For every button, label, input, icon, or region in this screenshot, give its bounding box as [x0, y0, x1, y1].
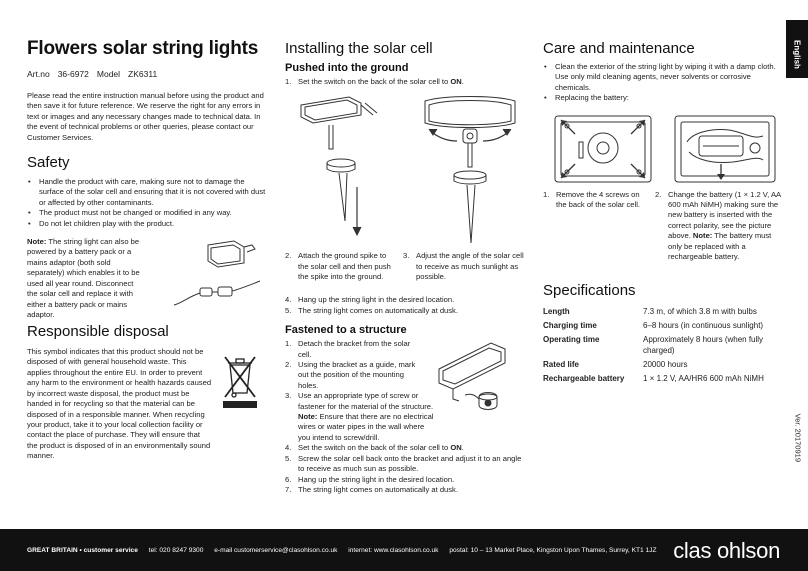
safety-list: [27, 177, 267, 229]
intro-text: Please read the entire instruction manual before using the product and then save it for future reference. We reserve the right for any errors in text or images and any necessary changes made to technical data. In the event of technical problems or other queries, please contact our Customer Services.: [27, 91, 264, 142]
footer-contact: [27, 547, 666, 554]
footer-country: GREAT BRITAIN • customer service: [27, 547, 138, 554]
footer-email: e-mail customerservice@clasohlson.co.uk: [214, 547, 338, 554]
footer-internet: internet: www.clasohlson.co.uk: [348, 547, 439, 554]
column-middle: [285, 32, 525, 495]
language-tab: [786, 20, 808, 78]
change-battery-illustration: [673, 112, 777, 186]
table-row: Operating time Approximately 8 hours (when fully charged): [543, 334, 764, 355]
model-label: Model: [96, 69, 121, 79]
article-number-line: [27, 69, 267, 79]
list-item: 2. Using the bracket as a guide, mark out the position of the mounting holes.: [285, 360, 416, 390]
ground-spike-figures: [285, 87, 525, 251]
list-item: • Do not let children play with the product.: [27, 219, 267, 229]
safety-note-block: [27, 237, 267, 321]
list-item: 4. Set the switch on the back of the solar cell to ON.: [285, 443, 464, 453]
crossed-bin-icon: [221, 351, 259, 411]
list-item: • Replacing the battery:: [543, 93, 783, 103]
fastened-heading: Fastened to a structure: [285, 324, 407, 337]
list-item: 1. Set the switch on the back of the solar cell to ON.: [285, 77, 464, 86]
list-item: • Handle the product with care, making sure not to damage the surface of the solar cell and ensuring that it is not covered with dust or affected by other contaminants.: [27, 177, 267, 208]
safety-note: [27, 237, 145, 320]
specs-heading: Specifications: [543, 281, 636, 299]
list-item: 2. Change the battery (1 × 1.2 V, AA 600 mAh NiMH) making sure the new battery is inserted with the correct polarity, see the picture above. Note: The battery must only be replaced with a rechargeable battery.: [655, 189, 781, 262]
table-row: Length 7.3 m, of which 3.8 m with bulbs: [543, 306, 757, 316]
fastened-block: [285, 339, 525, 495]
list-item: 5. Screw the solar cell back onto the bracket and adjust it to an angle to receive as much sun as possible.: [285, 453, 522, 474]
disposal-heading: Responsible disposal: [27, 323, 169, 341]
bracket-mount-illustration: [435, 339, 525, 417]
list-item: 3. Use an appropriate type of screw or fastener for the material of the structure. Note: Ensure that there are no electrical wires or water pipes in the wall where you intend to screw/drill.: [285, 391, 434, 442]
spike-attach-illustration: [289, 93, 399, 251]
table-row: Rechargeable battery 1 × 1.2 V, AA/HR6 600 mAh NiMH: [543, 373, 764, 383]
list-item: 1. Detach the bracket from the solar cell.: [285, 339, 411, 359]
language-label: English: [792, 40, 802, 69]
note-label: Note:: [27, 237, 47, 247]
list-item: 3. Adjust the angle of the solar cell to receive as much sunlight as possible.: [403, 251, 524, 282]
remove-screws-illustration: [553, 112, 653, 186]
list-item: 7. The string light comes on automatically at dusk.: [285, 484, 458, 494]
footer-postal: postal: 10 – 13 Market Place, Kingston Upon Thames, Surrey, KT1 1JZ: [449, 547, 657, 554]
list-item: • Clean the exterior of the string light by wiping it with a damp cloth. Use only mild cleaning agents, never solvents or corrosive chemicals.: [543, 62, 783, 93]
solar-cell-plug-illustration: [170, 237, 262, 307]
list-item: 2. Attach the ground spike to the solar cell and then push the spike into the ground.: [285, 251, 391, 282]
pushed-heading: Pushed into the ground: [285, 62, 409, 74]
table-row: Charging time 6–8 hours (in continuous sunlight): [543, 320, 764, 330]
angle-adjust-illustration: [415, 93, 525, 251]
disposal-block: [27, 347, 267, 461]
version-label: Ver. 20170919: [793, 413, 802, 462]
disposal-text: This symbol indicates that this product should not be disposed of with general household waste. This applies throughout the entire EU. In order to prevent any harm to the environment or health hazards caused by incorrect waste disposal, the product must be handed in for recycling so that the material can be disposed of in a responsible manner. When recycling your product, take it to your local collection facility or contact the place of purchase. They will ensure that the product is disposed of in an environmentally sound manner.: [27, 347, 212, 461]
list-item: • The product must not be changed or modified in any way.: [27, 208, 267, 218]
page-title: Flowers solar string lights: [27, 38, 259, 59]
list-item: 5. The string light comes on automatically at dusk.: [285, 305, 458, 315]
art-no: 36-6972: [57, 69, 89, 79]
pushed-steps-4-5: [285, 295, 525, 316]
column-left: [27, 32, 267, 462]
art-no-label: Art.no: [27, 69, 50, 79]
table-row: Rated life 20000 hours: [543, 359, 688, 369]
footer: [0, 529, 808, 571]
care-list: [543, 62, 783, 104]
battery-figures: [543, 110, 783, 190]
note-text: The string light can also be powered by a battery pack or a mains adaptor (both sold separately) which enables it to be used all year round. Disconnect the solar cell and replace it with either a battery pack or mains adaptor.: [27, 237, 140, 319]
pushed-steps-2-3: [285, 251, 525, 295]
column-right: [543, 32, 783, 387]
footer-tel: tel: 020 8247 9300: [148, 547, 204, 554]
brand-logo: clas ohlson: [673, 538, 780, 563]
battery-steps: [543, 190, 783, 282]
safety-heading: Safety: [27, 154, 70, 172]
pushed-steps-1: [285, 77, 525, 87]
install-heading: Installing the solar cell: [285, 40, 433, 57]
list-item: 6. Hang up the string light in the desired location.: [285, 474, 455, 484]
list-item: 4. Hang up the string light in the desired location.: [285, 295, 455, 305]
model: ZK6311: [128, 69, 158, 79]
list-item: 1. Remove the 4 screws on the back of the solar cell.: [543, 189, 640, 210]
specs-table: [543, 306, 773, 387]
care-heading: Care and maintenance: [543, 40, 695, 57]
